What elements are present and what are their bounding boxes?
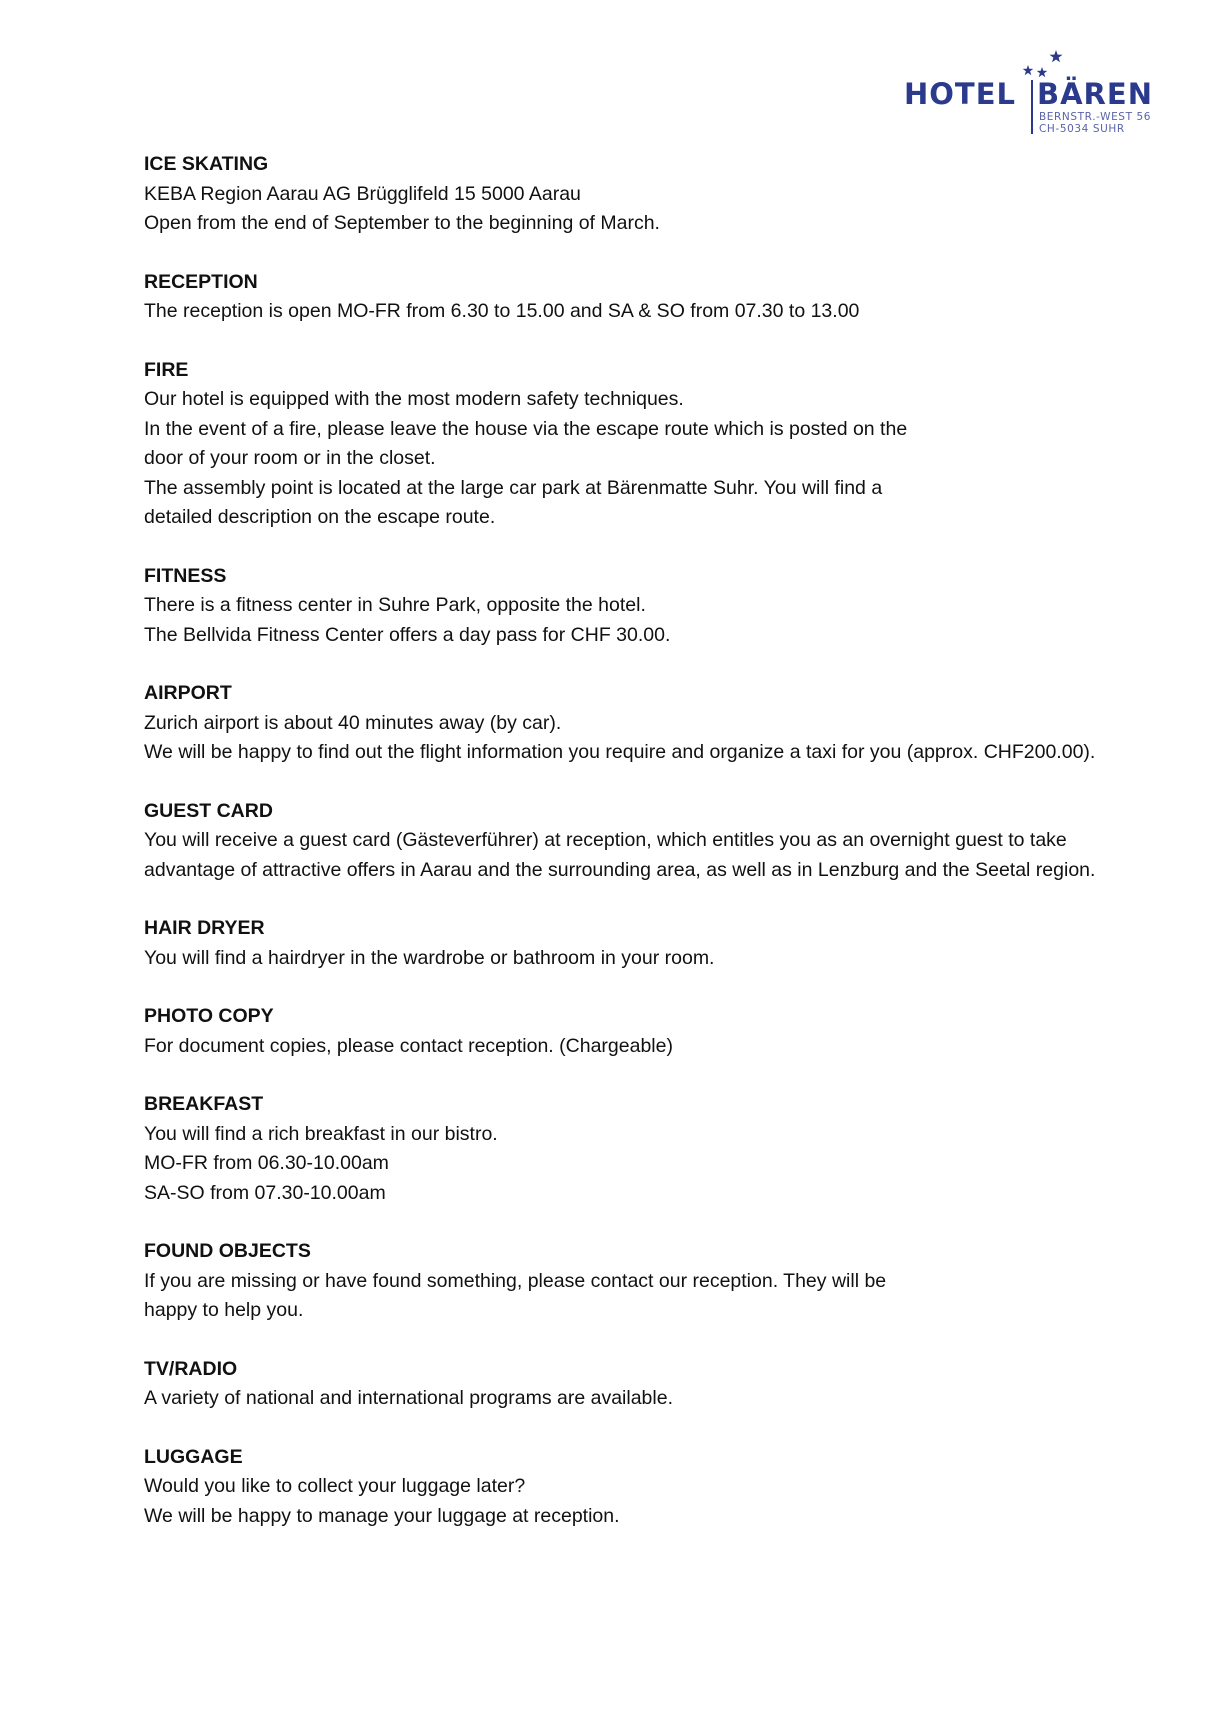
section-text-line: advantage of attractive offers in Aarau and the surrounding area, as well as in Lenzburg and the Seetal region. <box>144 858 1096 881</box>
logo-address-street: BERNSTR.-WEST 56 <box>1039 111 1152 123</box>
section-text-line: detailed description on the escape route. <box>144 506 496 528</box>
section-text-line: If you are missing or have found something, please contact our reception. They will be <box>144 1269 887 1292</box>
section-text-line: You will receive a guest card (Gästeverführer) at reception, which entitles you as an overnight guest to take <box>144 829 1067 851</box>
section-fitness <box>144 562 1184 651</box>
section-found-objects <box>144 1237 1184 1326</box>
section-text-line: Would you like to collect your luggage later? <box>144 1475 526 1497</box>
section-fire <box>144 356 1184 533</box>
section-heading: LUGGAGE <box>144 1445 243 1468</box>
section-airport <box>144 679 1184 768</box>
logo-divider <box>1031 80 1033 134</box>
section-heading: GUEST CARD <box>144 799 273 822</box>
section-text-line: For document copies, please contact reception. (Chargeable) <box>144 1034 673 1057</box>
section-text-line: SA-SO from 07.30-10.00am <box>144 1181 386 1204</box>
section-heading: ICE SKATING <box>144 153 269 175</box>
section-text-line: We will be happy to find out the flight information you require and organize a taxi for you (approx. CHF200.00). <box>144 741 1096 763</box>
section-heading: FOUND OBJECTS <box>144 1240 311 1262</box>
section-tv-radio <box>144 1355 1184 1414</box>
section-text-line: You will find a rich breakfast in our bistro. <box>144 1122 498 1145</box>
section-reception <box>144 268 1184 327</box>
section-breakfast <box>144 1090 1184 1208</box>
section-text-line: You will find a hairdryer in the wardrobe or bathroom in your room. <box>144 946 715 969</box>
section-text-line: The reception is open MO-FR from 6.30 to 15.00 and SA & SO from 07.30 to 13.00 <box>144 300 860 322</box>
section-text-line: KEBA Region Aarau AG Brügglifeld 15 5000 Aarau <box>144 182 581 205</box>
section-heading: RECEPTION <box>144 270 258 293</box>
section-text-line: We will be happy to manage your luggage at reception. <box>144 1504 620 1527</box>
section-text-line: In the event of a fire, please leave the house via the escape route which is posted on the <box>144 417 908 440</box>
section-text-line: Open from the end of September to the beginning of March. <box>144 212 660 234</box>
section-heading: AIRPORT <box>144 682 232 704</box>
logo-address-city: CH-5034 SUHR <box>1039 123 1125 135</box>
section-heading: FITNESS <box>144 564 227 587</box>
info-content <box>144 150 1184 1560</box>
logo-word-hotel: HOTEL <box>904 77 1016 111</box>
section-text-line: There is a fitness center in Suhre Park, opposite the hotel. <box>144 594 646 616</box>
section-guest-card <box>144 797 1184 886</box>
section-text-line: A variety of national and international programs are available. <box>144 1387 673 1409</box>
hotel-logo <box>904 50 1174 136</box>
section-hair-dryer <box>144 914 1184 973</box>
section-heading: BREAKFAST <box>144 1093 264 1115</box>
section-text-line: happy to help you. <box>144 1299 304 1321</box>
section-text-line: door of your room or in the closet. <box>144 447 436 469</box>
logo-word-baeren: BÄREN <box>1037 77 1153 111</box>
section-text-line: Zurich airport is about 40 minutes away (by car). <box>144 711 562 734</box>
section-heading: TV/RADIO <box>144 1357 238 1380</box>
section-text-line: The assembly point is located at the large car park at Bärenmatte Suhr. You will find a <box>144 476 883 499</box>
section-heading: PHOTO COPY <box>144 1005 274 1027</box>
section-text-line: MO-FR from 06.30-10.00am <box>144 1152 389 1174</box>
section-heading: HAIR DRYER <box>144 917 265 939</box>
section-luggage <box>144 1443 1184 1532</box>
section-ice-skating <box>144 150 1184 239</box>
section-heading: FIRE <box>144 358 189 381</box>
section-text-line: The Bellvida Fitness Center offers a day pass for CHF 30.00. <box>144 623 671 646</box>
section-text-line: Our hotel is equipped with the most modern safety techniques. <box>144 388 684 410</box>
section-photo-copy <box>144 1002 1184 1061</box>
